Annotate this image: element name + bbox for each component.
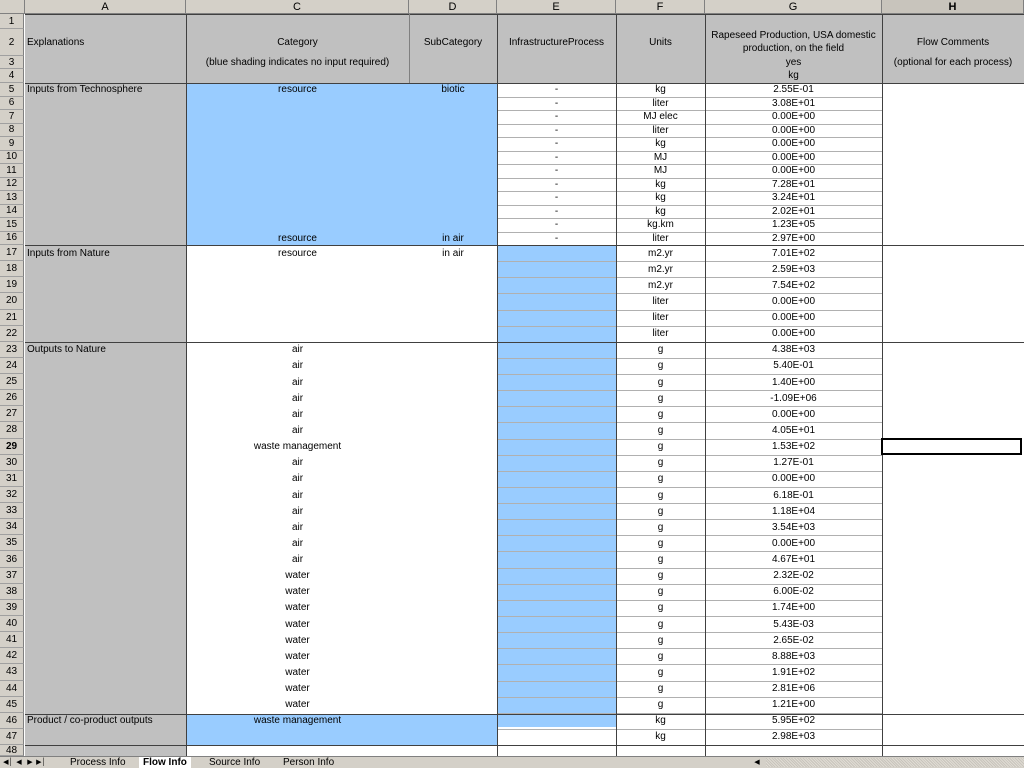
unit-cell[interactable]: liter xyxy=(652,124,669,136)
flow-comment-cell[interactable] xyxy=(882,551,1024,567)
row-header-8[interactable]: 8 xyxy=(0,124,24,138)
row-header-18[interactable]: 18 xyxy=(0,261,24,277)
category-cell[interactable]: air xyxy=(291,489,304,501)
value-cell[interactable]: 1.18E+04 xyxy=(771,505,816,517)
flow-comment-cell[interactable] xyxy=(882,191,1024,205)
category-cell[interactable]: water xyxy=(285,570,310,582)
category-cell[interactable]: resource xyxy=(278,232,317,244)
flow-comment-cell[interactable] xyxy=(882,632,1024,648)
row-header-20[interactable]: 20 xyxy=(0,293,24,309)
value-cell[interactable]: 2.65E-02 xyxy=(773,634,814,646)
infrastructure-cell[interactable]: - xyxy=(554,219,559,231)
row-header-1[interactable]: 1 xyxy=(0,14,24,29)
row-header-7[interactable]: 7 xyxy=(0,110,24,124)
column-header-e[interactable]: E xyxy=(497,0,616,14)
flow-comment-cell[interactable] xyxy=(882,713,1024,729)
value-cell[interactable]: 0.00E+00 xyxy=(771,408,816,420)
value-cell[interactable]: 4.67E+01 xyxy=(771,554,816,566)
flow-comment-cell[interactable] xyxy=(882,681,1024,697)
value-cell[interactable]: 2.02E+01 xyxy=(771,205,816,217)
value-cell[interactable]: 0.00E+00 xyxy=(771,295,816,307)
value-cell[interactable]: 3.24E+01 xyxy=(771,192,816,204)
category-cell[interactable]: water xyxy=(285,699,310,711)
unit-cell[interactable]: g xyxy=(657,683,664,695)
category-cell[interactable]: air xyxy=(291,554,304,566)
unit-cell[interactable]: MJ elec xyxy=(643,111,678,123)
flow-comment-cell[interactable] xyxy=(882,616,1024,632)
flow-comment-cell[interactable] xyxy=(882,390,1024,406)
column-header-c[interactable]: C xyxy=(186,0,409,14)
section-border xyxy=(25,745,1024,746)
row-header-15[interactable]: 15 xyxy=(0,218,24,232)
row-header-41[interactable]: 41 xyxy=(0,632,24,648)
flow-comment-cell[interactable] xyxy=(882,455,1024,471)
value-cell[interactable]: 0.00E+00 xyxy=(771,328,816,340)
no-input-shade-technosphere xyxy=(186,83,497,245)
row-header-26[interactable]: 26 xyxy=(0,390,24,406)
unit-cell[interactable]: g xyxy=(657,344,664,356)
row-header-10[interactable]: 10 xyxy=(0,151,24,165)
unit-cell[interactable]: g xyxy=(657,537,664,549)
row-header-34[interactable]: 34 xyxy=(0,519,24,535)
flow-comment-cell[interactable] xyxy=(882,374,1024,390)
category-cell[interactable]: waste management xyxy=(253,441,342,453)
category-cell[interactable]: air xyxy=(291,473,304,485)
flow-comment-cell[interactable] xyxy=(882,471,1024,487)
value-cell[interactable]: 4.05E+01 xyxy=(771,424,816,436)
header-process-line2: production, on the field xyxy=(742,43,845,54)
unit-cell[interactable]: liter xyxy=(652,312,669,324)
row-header-35[interactable]: 35 xyxy=(0,535,24,551)
header-flow-comments: Flow Comments xyxy=(916,36,990,48)
category-cell[interactable]: water xyxy=(285,618,310,630)
subcategory-cell[interactable]: in air xyxy=(442,232,464,244)
unit-cell[interactable]: m2.yr xyxy=(648,263,673,275)
unit-cell[interactable]: kg xyxy=(655,192,666,204)
row-header-43[interactable]: 43 xyxy=(0,664,24,680)
unit-cell[interactable]: g xyxy=(657,473,664,485)
unit-cell[interactable]: g xyxy=(657,602,664,614)
row-header-30[interactable]: 30 xyxy=(0,455,24,471)
row-header-38[interactable]: 38 xyxy=(0,584,24,600)
unit-cell[interactable]: g xyxy=(657,570,664,582)
unit-cell[interactable]: g xyxy=(657,424,664,436)
row-header-40[interactable]: 40 xyxy=(0,616,24,632)
unit-cell[interactable]: kg xyxy=(655,178,666,190)
flow-comment-cell[interactable] xyxy=(882,178,1024,192)
unit-cell[interactable]: m2.yr xyxy=(648,247,673,259)
row-header-29[interactable]: 29 xyxy=(0,439,24,455)
header-process-line1: Rapeseed Production, USA domestic xyxy=(711,29,876,41)
row-header-22[interactable]: 22 xyxy=(0,326,24,342)
value-cell[interactable]: 7.54E+02 xyxy=(771,279,816,291)
flow-comment-cell[interactable] xyxy=(882,519,1024,535)
flow-comment-cell[interactable] xyxy=(882,729,1024,745)
flow-comment-cell[interactable] xyxy=(882,97,1024,111)
row-header-46[interactable]: 46 xyxy=(0,713,24,729)
unit-cell[interactable]: g xyxy=(657,666,664,678)
infrastructure-cell[interactable]: - xyxy=(554,178,559,190)
flow-comment-cell[interactable] xyxy=(882,406,1024,422)
row-header-45[interactable]: 45 xyxy=(0,697,24,713)
row-header-47[interactable]: 47 xyxy=(0,729,24,745)
row-header-39[interactable]: 39 xyxy=(0,600,24,616)
flow-comment-cell[interactable] xyxy=(882,261,1024,277)
header-category: Category xyxy=(277,36,318,48)
row-header-3[interactable]: 3 xyxy=(0,56,24,69)
unit-cell[interactable]: g xyxy=(657,457,664,469)
value-cell[interactable]: 1.21E+00 xyxy=(771,699,816,711)
unit-cell[interactable]: g xyxy=(657,634,664,646)
row-header-14[interactable]: 14 xyxy=(0,205,24,219)
subcategory-cell[interactable]: biotic xyxy=(441,84,465,96)
value-cell[interactable]: 0.00E+00 xyxy=(771,151,816,163)
flow-comment-cell[interactable] xyxy=(882,277,1024,293)
row-header-31[interactable]: 31 xyxy=(0,471,24,487)
flow-comment-cell[interactable] xyxy=(882,568,1024,584)
value-cell[interactable]: 1.53E+02 xyxy=(771,441,816,453)
row-header-27[interactable]: 27 xyxy=(0,406,24,422)
value-cell[interactable]: 1.27E-01 xyxy=(773,457,814,469)
unit-cell[interactable]: g xyxy=(657,505,664,517)
value-cell[interactable]: 7.01E+02 xyxy=(771,247,816,259)
row-header-5[interactable]: 5 xyxy=(0,83,24,97)
flow-comment-cell[interactable] xyxy=(882,124,1024,138)
flow-comment-cell[interactable] xyxy=(882,358,1024,374)
flow-comment-cell[interactable] xyxy=(882,218,1024,232)
unit-cell[interactable]: m2.yr xyxy=(648,279,673,291)
sheet-tab-bar xyxy=(0,756,1024,768)
value-cell[interactable]: 2.98E+03 xyxy=(771,731,816,743)
section-label-nature-inputs[interactable]: Inputs from Nature xyxy=(27,247,110,259)
flow-comment-cell[interactable] xyxy=(882,245,1024,261)
value-cell[interactable]: 1.91E+02 xyxy=(771,666,816,678)
infrastructure-cell[interactable]: - xyxy=(554,205,559,217)
unit-cell[interactable]: g xyxy=(657,392,664,404)
no-input-shade-products-b xyxy=(186,727,497,745)
category-cell[interactable]: air xyxy=(291,376,304,388)
value-cell[interactable]: 7.28E+01 xyxy=(771,178,816,190)
infrastructure-cell[interactable]: - xyxy=(554,165,559,177)
flow-comment-cell[interactable] xyxy=(882,664,1024,680)
category-cell[interactable]: air xyxy=(291,505,304,517)
flow-comment-cell[interactable] xyxy=(882,151,1024,165)
row-header-33[interactable]: 33 xyxy=(0,503,24,519)
section-border xyxy=(25,14,1024,15)
category-cell[interactable]: resource xyxy=(278,247,317,259)
value-cell[interactable]: 6.18E-01 xyxy=(773,489,814,501)
value-cell[interactable]: 0.00E+00 xyxy=(771,312,816,324)
unit-cell[interactable]: liter xyxy=(652,328,669,340)
value-cell[interactable]: 5.95E+02 xyxy=(771,715,816,727)
column-header-g[interactable]: G xyxy=(705,0,882,14)
infrastructure-cell[interactable]: - xyxy=(554,124,559,136)
category-cell[interactable]: air xyxy=(291,457,304,469)
tab-process-info[interactable]: Process Info xyxy=(70,757,126,768)
row-header-28[interactable]: 28 xyxy=(0,422,24,438)
unit-cell[interactable]: g xyxy=(657,376,664,388)
row-header-6[interactable]: 6 xyxy=(0,97,24,111)
value-cell[interactable]: 6.00E-02 xyxy=(773,586,814,598)
unit-cell[interactable]: liter xyxy=(652,295,669,307)
tab-source-info[interactable]: Source Info xyxy=(209,757,261,768)
flow-comment-cell[interactable] xyxy=(882,232,1024,246)
value-cell[interactable]: 3.54E+03 xyxy=(771,521,816,533)
value-cell[interactable]: 0.00E+00 xyxy=(771,138,816,150)
category-cell[interactable]: air xyxy=(291,392,304,404)
category-cell[interactable]: water xyxy=(285,683,310,695)
row-header-2[interactable]: 2 xyxy=(0,29,24,56)
header-explanations: Explanations xyxy=(27,37,85,48)
infrastructure-cell[interactable]: - xyxy=(554,84,559,96)
value-cell[interactable]: 4.38E+03 xyxy=(771,344,816,356)
row-header-4[interactable]: 4 xyxy=(0,69,24,83)
row-header-23[interactable]: 23 xyxy=(0,342,24,358)
flow-comment-cell[interactable] xyxy=(882,745,1024,756)
flow-comment-cell[interactable] xyxy=(882,535,1024,551)
value-cell[interactable]: 8.88E+03 xyxy=(771,650,816,662)
flow-comment-cell[interactable] xyxy=(882,487,1024,503)
prev-sheet-button[interactable]: ◀ xyxy=(16,759,22,766)
horizontal-scroll-left-icon[interactable]: ◀ xyxy=(754,759,760,766)
category-cell[interactable]: water xyxy=(285,586,310,598)
flow-comment-cell[interactable] xyxy=(882,584,1024,600)
unit-cell[interactable]: g xyxy=(657,521,664,533)
value-cell[interactable]: -1.09E+06 xyxy=(770,392,817,404)
value-cell[interactable]: 0.00E+00 xyxy=(771,165,816,177)
flow-comment-cell[interactable] xyxy=(882,205,1024,219)
category-cell[interactable]: water xyxy=(285,602,310,614)
value-cell[interactable]: 2.97E+00 xyxy=(771,232,816,244)
no-input-shade-nature xyxy=(497,245,616,714)
select-all-corner[interactable] xyxy=(0,0,25,14)
header-flow-comments-note: (optional for each process) xyxy=(893,56,1013,68)
unit-cell[interactable]: kg xyxy=(655,715,666,727)
infrastructure-cell[interactable]: - xyxy=(554,232,559,244)
tab-flow-info[interactable]: Flow Info xyxy=(139,757,191,768)
flow-comment-cell[interactable] xyxy=(882,342,1024,358)
row-header-19[interactable]: 19 xyxy=(0,277,24,293)
unit-cell[interactable]: g xyxy=(657,441,664,453)
category-cell[interactable]: air xyxy=(291,537,304,549)
unit-cell[interactable]: g xyxy=(657,408,664,420)
infrastructure-cell[interactable]: - xyxy=(554,111,559,123)
unit-cell[interactable]: g xyxy=(657,586,664,598)
category-cell[interactable]: air xyxy=(291,424,304,436)
unit-cell[interactable]: MJ xyxy=(653,151,668,163)
flow-comment-cell[interactable] xyxy=(882,648,1024,664)
header-process-flag: yes xyxy=(785,57,802,68)
flow-comment-cell[interactable] xyxy=(882,137,1024,151)
unit-cell[interactable]: g xyxy=(657,489,664,501)
infrastructure-cell[interactable]: - xyxy=(554,97,559,109)
row-header-11[interactable]: 11 xyxy=(0,164,24,178)
active-cell-h29[interactable] xyxy=(881,438,1022,455)
value-cell[interactable]: 0.00E+00 xyxy=(771,111,816,123)
value-cell[interactable]: 0.00E+00 xyxy=(771,124,816,136)
first-sheet-button[interactable]: ◀│ xyxy=(3,759,13,766)
category-cell[interactable]: resource xyxy=(278,84,317,96)
unit-cell[interactable]: kg xyxy=(655,205,666,217)
value-cell[interactable]: 1.74E+00 xyxy=(771,602,816,614)
unit-cell[interactable]: liter xyxy=(652,97,669,109)
value-cell[interactable]: 0.00E+00 xyxy=(771,537,816,549)
section-label-nature-outputs[interactable]: Outputs to Nature xyxy=(27,344,106,356)
value-cell[interactable]: 5.40E-01 xyxy=(773,360,814,372)
row-header-42[interactable]: 42 xyxy=(0,648,24,664)
header-infrastructure: InfrastructureProcess xyxy=(508,36,605,48)
row-header-17[interactable]: 17 xyxy=(0,245,24,261)
row-header-48[interactable]: 48 xyxy=(0,745,24,756)
unit-cell[interactable]: liter xyxy=(652,232,669,244)
section-label-products[interactable]: Product / co-product outputs xyxy=(27,715,153,727)
next-sheet-button[interactable]: ▶ xyxy=(27,759,33,766)
flow-comment-cell[interactable] xyxy=(882,310,1024,326)
flow-comment-cell[interactable] xyxy=(882,293,1024,309)
column-header-h[interactable]: H xyxy=(882,0,1024,14)
category-cell[interactable]: water xyxy=(285,650,310,662)
header-category-note: (blue shading indicates no input required) xyxy=(205,56,390,68)
unit-cell[interactable]: kg.km xyxy=(647,219,674,231)
header-units: Units xyxy=(649,36,672,48)
row-header-9[interactable]: 9 xyxy=(0,137,24,151)
section-label-technosphere[interactable]: Inputs from Technosphere xyxy=(27,84,143,96)
header-process-unit: kg xyxy=(788,70,799,81)
value-cell[interactable]: 0.00E+00 xyxy=(771,473,816,485)
row-header-37[interactable]: 37 xyxy=(0,568,24,584)
value-cell[interactable]: 3.08E+01 xyxy=(771,97,816,109)
category-cell[interactable]: water xyxy=(285,666,310,678)
subcategory-cell[interactable]: in air xyxy=(442,247,464,259)
unit-cell[interactable]: g xyxy=(657,554,664,566)
flow-comment-cell[interactable] xyxy=(882,83,1024,97)
value-cell[interactable]: 5.43E-03 xyxy=(773,618,814,630)
row-header-25[interactable]: 25 xyxy=(0,374,24,390)
unit-cell[interactable]: kg xyxy=(655,84,666,96)
value-cell[interactable]: 2.81E+06 xyxy=(771,683,816,695)
tab-person-info[interactable]: Person Info xyxy=(283,757,335,768)
flow-comment-cell[interactable] xyxy=(882,503,1024,519)
row-header-21[interactable]: 21 xyxy=(0,310,24,326)
row-header-44[interactable]: 44 xyxy=(0,681,24,697)
value-cell[interactable]: 2.55E-01 xyxy=(773,84,814,96)
infrastructure-cell[interactable]: - xyxy=(554,151,559,163)
category-cell[interactable]: air xyxy=(291,408,304,420)
category-cell[interactable]: air xyxy=(291,344,304,356)
unit-cell[interactable]: MJ xyxy=(653,165,668,177)
row-header-32[interactable]: 32 xyxy=(0,487,24,503)
value-cell[interactable]: 2.32E-02 xyxy=(773,570,814,582)
category-cell[interactable]: waste management xyxy=(253,715,342,727)
category-cell[interactable]: water xyxy=(285,634,310,646)
flow-comment-cell[interactable] xyxy=(882,326,1024,342)
row-header-13[interactable]: 13 xyxy=(0,191,24,205)
unit-cell[interactable]: g xyxy=(657,699,664,711)
value-cell[interactable]: 2.59E+03 xyxy=(771,263,816,275)
column-header-f[interactable]: F xyxy=(616,0,705,14)
row-header-12[interactable]: 12 xyxy=(0,178,24,192)
row-header-36[interactable]: 36 xyxy=(0,551,24,567)
infrastructure-cell[interactable]: - xyxy=(554,192,559,204)
flow-comment-cell[interactable] xyxy=(882,600,1024,616)
row-header-16[interactable]: 16 xyxy=(0,232,24,246)
unit-cell[interactable]: g xyxy=(657,618,664,630)
explanations-column-shade xyxy=(25,14,186,756)
flow-comment-cell[interactable] xyxy=(882,422,1024,438)
unit-cell[interactable]: kg xyxy=(655,138,666,150)
unit-cell[interactable]: g xyxy=(657,360,664,372)
value-cell[interactable]: 1.23E+05 xyxy=(771,219,816,231)
column-header-d[interactable]: D xyxy=(409,0,497,14)
unit-cell[interactable]: kg xyxy=(655,731,666,743)
horizontal-scrollbar[interactable] xyxy=(766,758,1024,767)
flow-comment-cell[interactable] xyxy=(882,697,1024,713)
last-sheet-button[interactable]: ▶│ xyxy=(36,759,46,766)
value-cell[interactable]: 1.40E+00 xyxy=(771,376,816,388)
category-cell[interactable]: air xyxy=(291,521,304,533)
flow-comment-cell[interactable] xyxy=(882,110,1024,124)
category-cell[interactable]: air xyxy=(291,360,304,372)
infrastructure-cell[interactable]: - xyxy=(554,138,559,150)
flow-comment-cell[interactable] xyxy=(882,164,1024,178)
row-header-24[interactable]: 24 xyxy=(0,358,24,374)
column-header-a[interactable]: A xyxy=(25,0,186,14)
unit-cell[interactable]: g xyxy=(657,650,664,662)
header-subcategory: SubCategory xyxy=(423,36,483,48)
